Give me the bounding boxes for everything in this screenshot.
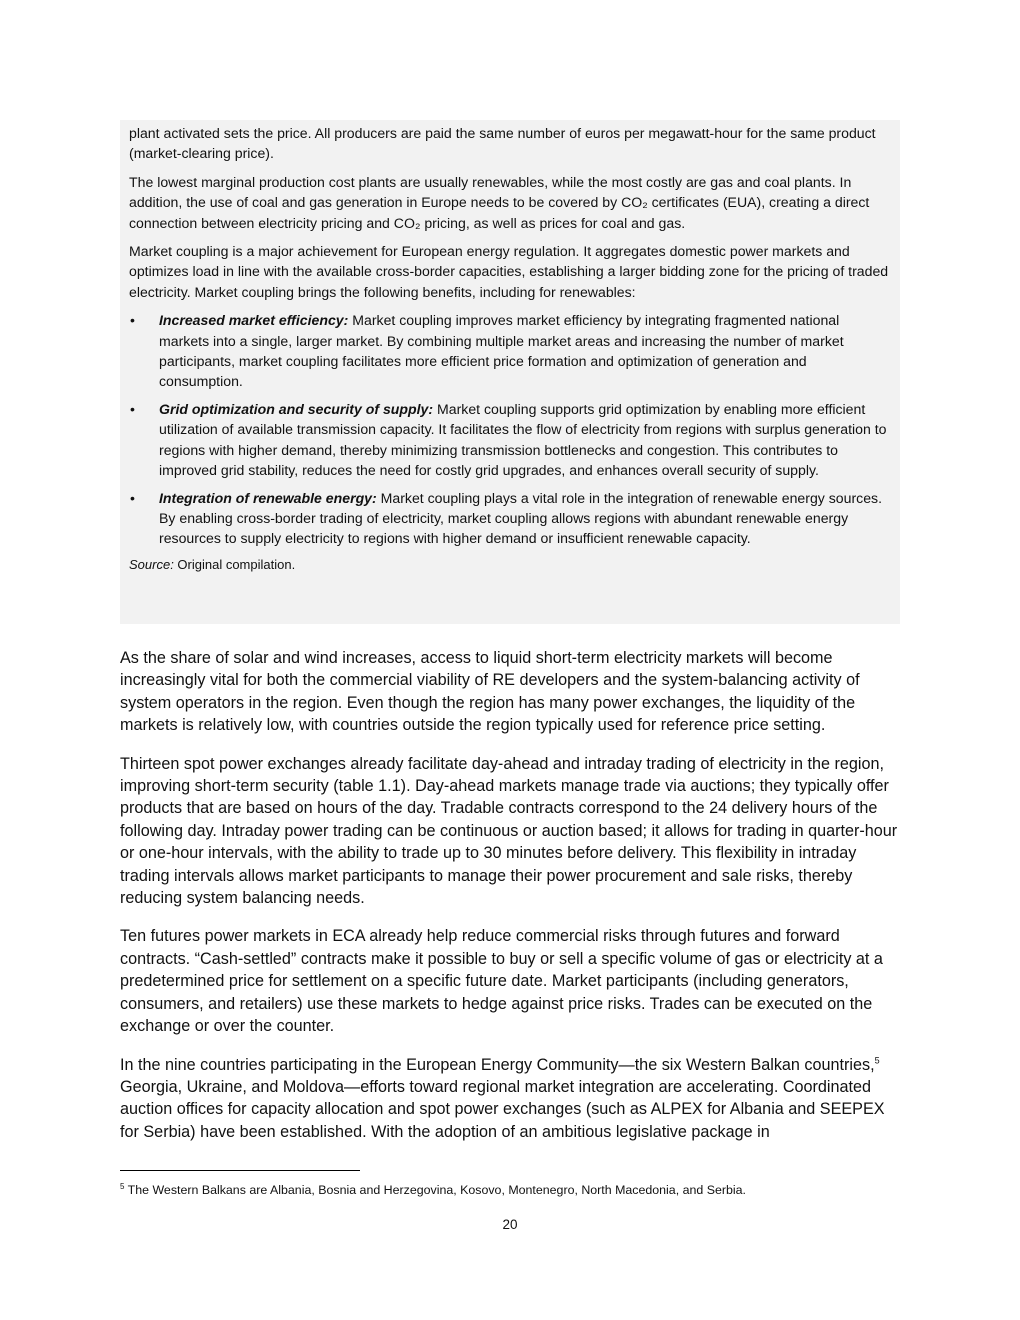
bullet-text: Market coupling plays a vital role in the integration of renewable energy sources. By enabling cross-border trading of electricity, market coupling allows regions with abundant renewable energy resources to supply electricity to regions with higher demand or insufficient renewable capacity. [159, 489, 883, 547]
bullet-lead: Increased market efficiency: [159, 312, 349, 329]
list-item [129, 399, 891, 481]
list-item [129, 310, 891, 392]
footnote-divider [120, 1170, 360, 1171]
footnote-number: 5 [120, 1181, 125, 1191]
box-source [129, 556, 891, 573]
box-paragraph: plant activated sets the price. All producers are paid the same number of euros per megawatt-hour for the same product (market-clearing price). [129, 125, 876, 162]
body-text-span: Georgia, Ukraine, and Moldova—efforts toward regional market integration are accelerating. Coordinated auction offices for capacity allocation and spot power exchanges (such as ALPEX for Albania and SEEPEX for Serbia) have been established. With the adoption of an ambitious legislative package in [120, 1077, 885, 1141]
footnote-reference[interactable]: 5 [874, 1055, 880, 1066]
bullet-icon: • [130, 312, 135, 329]
footnote [120, 1182, 900, 1198]
benefits-list [129, 310, 891, 548]
source-label: Source: [129, 556, 174, 572]
bullet-text: Market coupling supports grid optimization by enabling more efficient utilization of available transmission capacity. It facilitates the flow of electricity from regions with surplus generation to regions with higher demand, thereby minimizing transmission bottlenecks and congestion. This contributes to improved grid stability, reduces the need for costly grid upgrades, and enhances overall security of supply. [159, 400, 887, 479]
body-paragraph: Thirteen spot power exchanges already facilitate day-ahead and intraday trading of electricity in the region, improving short-term security (table 1.1). Day-ahead markets manage trade via auctions; they typically offer products that are based on hours of the day. Tradable contracts correspond to the 24 delivery hours of the following day. Intraday power trading can be continuous or auction based; it allows for trading in quarter-hour or one-hour intervals, with the ability to trade up to 30 minutes before delivery. This flexibility in intraday trading intervals allows market participants to manage their power procurement and sale risks, thereby reducing system balancing needs. [120, 754, 898, 908]
list-item [129, 488, 891, 549]
body-paragraph: Ten futures power markets in ECA already help reduce commercial risks through futures and forward contracts. “Cash-settled” contracts make it possible to buy or sell a specific volume of gas or electricity at a predetermined price for settlement on a specific future date. Market participants (including generators, consumers, and retailers) use these markets to hedge against price risks. Trades can be executed on the exchange or over the counter. [120, 927, 883, 1036]
bullet-lead: Grid optimization and security of supply: [159, 400, 434, 417]
bullet-icon: • [130, 400, 135, 417]
page-number: 20 [502, 1217, 518, 1232]
box-panel [120, 120, 900, 624]
body-paragraph: As the share of solar and wind increases, access to liquid short-term electricity markets will become increasingly vital for both the commercial viability of RE developers and the system-balancing activity of system operators in the region. Even though the region has many power exchanges, the liquidity of the markets is relatively low, with countries outside the region typically used for reference price setting. [120, 649, 860, 735]
footnote-text: The Western Balkans are Albania, Bosnia and Herzegovina, Kosovo, Montenegro, North Macedonia, and Serbia. [124, 1183, 746, 1197]
body-text [120, 647, 905, 1159]
bullet-icon: • [130, 489, 135, 506]
box-paragraph: The lowest marginal production cost plants are usually renewables, while the most costly are gas and coal plants. In addition, the use of coal and gas generation in Europe needs to be covered by CO₂ certificates (EUA), creating a direct connection between electricity pricing and CO₂ pricing, as well as prices for coal and gas. [129, 173, 870, 231]
body-text-span: In the nine countries participating in the European Energy Community—the six Western Balkan countries, [120, 1055, 875, 1074]
body-paragraph [120, 1054, 905, 1144]
bullet-lead: Integration of renewable energy: [159, 489, 377, 506]
bullet-text: Market coupling improves market efficiency by integrating fragmented national markets into a single, larger market. By combining multiple market areas and increasing the number of market participants, market coupling facilitates more efficient price formation and optimization of generation and consumption. [159, 312, 844, 390]
source-text: Original compilation. [173, 556, 296, 572]
box-paragraph: Market coupling is a major achievement for European energy regulation. It aggregates domestic power markets and optimizes load in line with the available cross-border capacities, establishing a larger bidding zone for the pricing of traded electricity. Market coupling brings the following benefits, including for renewables: [129, 243, 889, 300]
